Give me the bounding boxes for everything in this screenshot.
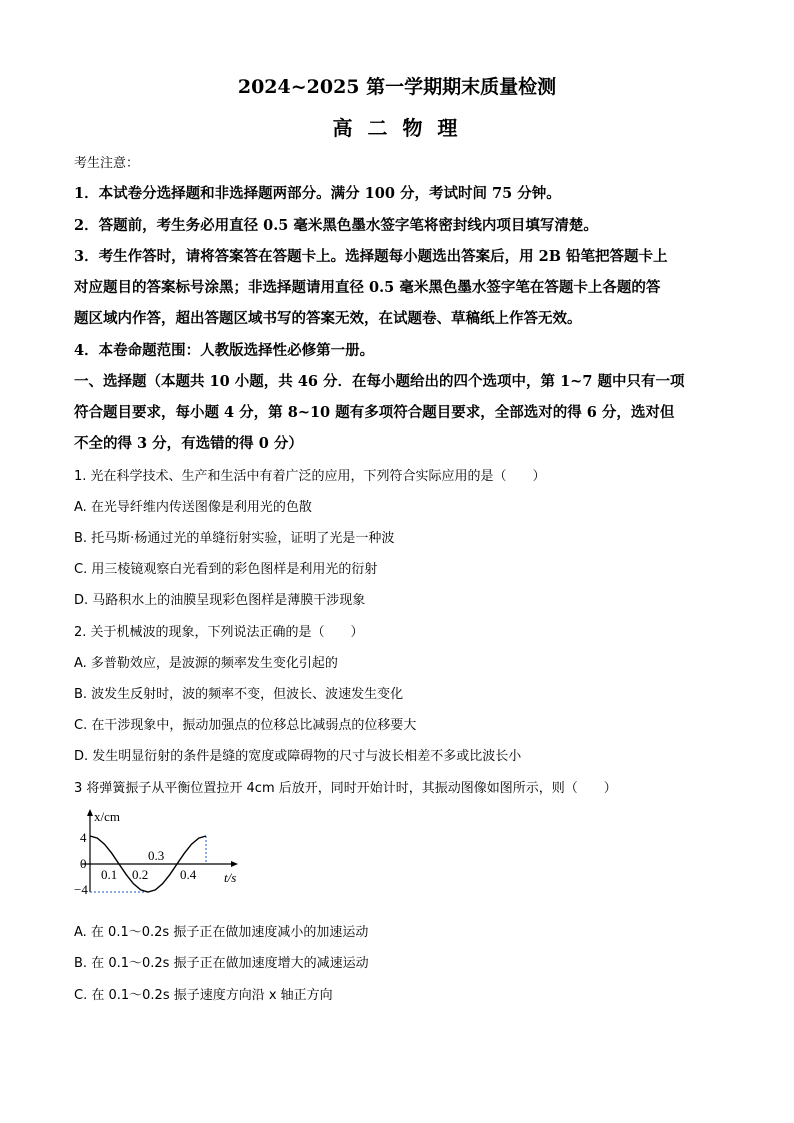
y-axis-label: x/cm — [94, 809, 120, 824]
y-tick-label: 0 — [80, 856, 87, 871]
notice-heading: 考生注意： — [74, 156, 140, 171]
question-3-option-a: A. 在 0.1～0.2s 振子正在做加速度减小的加速运动 — [74, 925, 369, 940]
section-instructions: 符合题目要求，每小题 4 分，第 8~10 题有多项符合题目要求，全部选对的得 6 分，选对但 — [74, 404, 675, 421]
question-1-option-d: D. 马路积水上的油膜呈现彩色图样是薄膜干涉现象 — [74, 593, 366, 608]
exam-subject: 高 二 物 理 — [332, 116, 462, 140]
question-2-option-c: C. 在干涉现象中，振动加强点的位移总比减弱点的位移要大 — [74, 718, 417, 733]
vibration-graph — [74, 808, 254, 898]
x-tick-label: 0.3 — [148, 848, 165, 863]
x-axis-arrow — [231, 861, 238, 867]
question-1-option-b: B. 托马斯·杨通过光的单缝衍射实验，证明了光是一种波 — [74, 531, 395, 546]
x-axis-label: t/s — [224, 870, 237, 885]
question-3-option-b: B. 在 0.1～0.2s 振子正在做加速度增大的减速运动 — [74, 956, 369, 971]
question-2-option-b: B. 波发生反射时，波的频率不变，但波长、波速发生变化 — [74, 687, 404, 702]
section-instructions: 不全的得 3 分，有选错的得 0 分） — [74, 435, 303, 452]
notice-line: 3．考生作答时，请将答案答在答题卡上。选择题每小题选出答案后，用 2B 铅笔把答题卡上 — [74, 248, 668, 265]
question-3-option-c: C. 在 0.1～0.2s 振子速度方向沿 x 轴正方向 — [74, 988, 333, 1003]
question-1-stem: 1. 光在科学技术、生产和生活中有着广泛的应用，下列符合实际应用的是（ ） — [74, 469, 546, 484]
x-tick-label: 0.1 — [101, 867, 118, 882]
question-1-option-c: C. 用三棱镜观察白光看到的彩色图样是利用光的衍射 — [74, 562, 378, 577]
notice-line: 4．本卷命题范围：人教版选择性必修第一册。 — [74, 342, 375, 359]
x-tick-label: 0.4 — [180, 867, 197, 882]
question-3-stem: 3 将弹簧振子从平衡位置拉开 4cm 后放开，同时开始计时，其振动图像如图所示，则（ ） — [74, 781, 617, 796]
exam-title: 2024~2025 第一学期期末质量检测 — [237, 76, 557, 98]
y-tick-label: 4 — [80, 830, 87, 845]
notice-line: 1．本试卷分选择题和非选择题两部分。满分 100 分，考试时间 75 分钟。 — [74, 185, 561, 202]
notice-line: 2．答题前，考生务必用直径 0.5 毫米黑色墨水签字笔将密封线内项目填写清楚。 — [74, 217, 598, 234]
section-instructions: 一、选择题（本题共 10 小题，共 46 分．在每小题给出的四个选项中，第 1~7 题中只有一项 — [74, 373, 685, 390]
x-tick-label: 0.2 — [132, 867, 149, 882]
question-2-stem: 2. 关于机械波的现象，下列说法正确的是（ ） — [74, 625, 364, 640]
question-1-option-a: A. 在光导纤维内传送图像是利用光的色散 — [74, 500, 312, 515]
y-axis-arrow — [87, 809, 93, 816]
notice-line: 题区域内作答，超出答题区域书写的答案无效，在试题卷、草稿纸上作答无效。 — [74, 310, 582, 327]
notice-line: 对应题目的答案标号涂黑；非选择题请用直径 0.5 毫米黑色墨水签字笔在答题卡上各题的答 — [74, 279, 661, 296]
question-2-option-a: A. 多普勒效应，是波源的频率发生变化引起的 — [74, 656, 338, 671]
y-tick-label: −4 — [74, 882, 88, 897]
question-2-option-d: D. 发生明显衍射的条件是缝的宽度或障碍物的尺寸与波长相差不多或比波长小 — [74, 749, 522, 764]
